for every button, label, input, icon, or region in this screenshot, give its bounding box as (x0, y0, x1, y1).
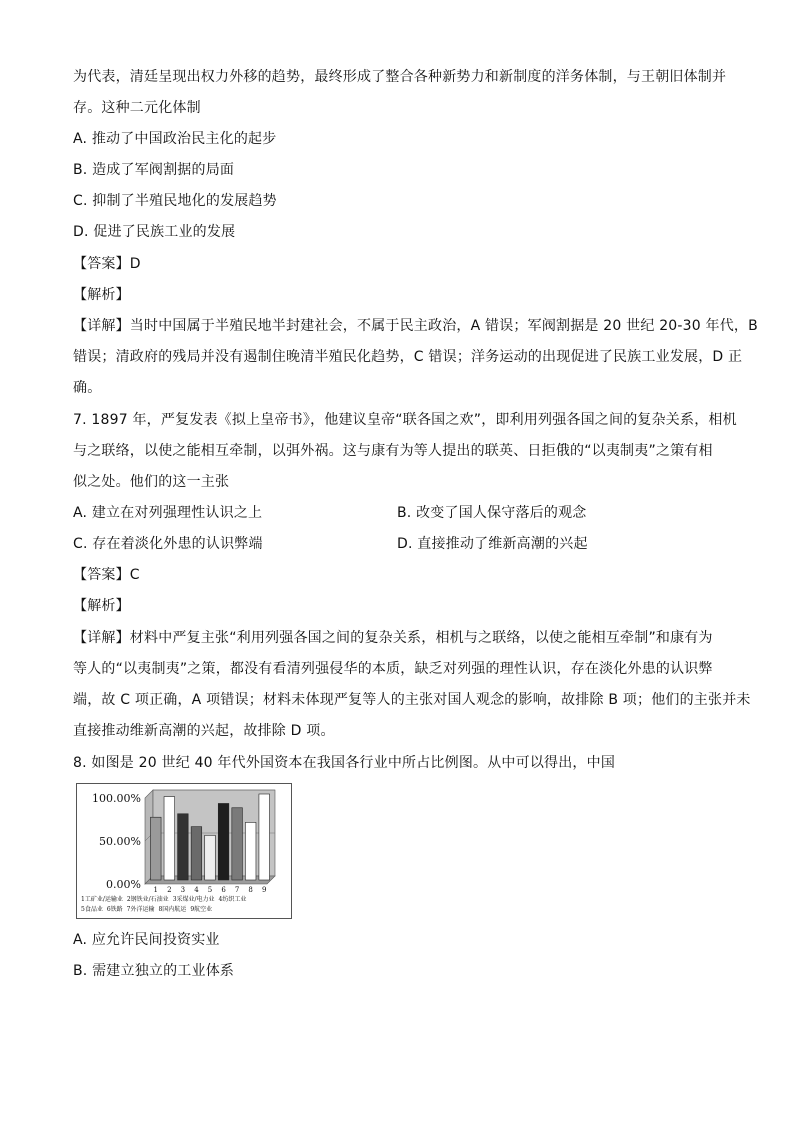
chart-y-tick-label: 50.00% (99, 835, 141, 848)
chart-bar (164, 797, 175, 880)
q7-detail-line-2: 等人的“以夷制夷”之策，都没有看清列强侵华的本质，缺乏对列强的理性认识，存在淡化外患的认识弊 (73, 661, 713, 677)
chart-legend-entry: 8国内航运 (158, 906, 187, 913)
q7-option-c: C. 存在着淡化外患的认识弊端 (73, 536, 263, 552)
q7-stem-line-2: 与之联络，以使之能相互牵制，以弭外祸。这与康有为等人提出的联英、日拒俄的“以夷制夷”之策有相 (73, 443, 713, 459)
chart-bar (150, 817, 161, 880)
chart-legend-entry: 6铁路 (106, 906, 123, 913)
chart-x-tick-label: 9 (261, 886, 267, 894)
q6-stem-line-2: 存。这种二元化体制 (73, 100, 201, 116)
q6-detail-line-3: 确。 (73, 380, 102, 396)
q8-option-b: B. 需建立独立的工业体系 (73, 963, 235, 979)
q6-detail-line-1: 【详解】当时中国属于半殖民地半封建社会，不属于民主政治，A 错误；军阀割据是 20 世纪 20-30 年代，B (73, 318, 758, 334)
q6-analysis-label: 【解析】 (73, 287, 130, 303)
foreign-capital-bar-chart (76, 783, 292, 919)
chart-legend-row-1 (81, 895, 287, 904)
q6-stem-line-1: 为代表，清廷呈现出权力外移的趋势，最终形成了整合各种新势力和新制度的洋务体制，与王朝旧体制并 (73, 69, 727, 85)
q6-option-c: C. 抑制了半殖民地化的发展趋势 (73, 193, 277, 209)
chart-bar (232, 808, 243, 880)
chart-y-tick-label: 0.00% (106, 878, 141, 891)
q7-stem-line-3: 似之处。他们的这一主张 (73, 474, 230, 490)
q6-option-d: D. 促进了民族工业的发展 (73, 224, 236, 240)
chart-legend-entry: 4纺织工业 (218, 896, 247, 903)
chart-legend-row-2 (81, 905, 287, 914)
q8-stem: 8. 如图是 20 世纪 40 年代外国资本在我国各行业中所占比例图。从中可以得出，中国 (73, 755, 616, 771)
q7-detail-line-4: 直接推动维新高潮的兴起，故排除 D 项。 (73, 723, 335, 739)
chart-legend-entry: 1工矿业/运输业 (81, 896, 123, 903)
q7-option-a: A. 建立在对列强理性认识之上 (73, 505, 263, 521)
q6-detail-line-2: 错误；清政府的残局并没有遏制住晚清半殖民化趋势，C 错误；洋务运动的出现促进了民族工业发展，D 正 (73, 349, 743, 365)
chart-plot-area (77, 784, 291, 896)
chart-x-tick-label: 7 (234, 886, 240, 894)
q7-detail-line-3: 端，故 C 项正确，A 项错误；材料未体现严复等人的主张对国人观念的影响，故排除 B 项；他们的主张并未 (73, 692, 751, 708)
chart-x-tick-label: 2 (167, 886, 172, 894)
q7-detail-line-1: 【详解】材料中严复主张“利用列强各国之间的复杂关系，相机与之联络，以使之能相互牵制”和康有为 (73, 630, 713, 646)
chart-bar (245, 822, 256, 880)
q7-analysis-label: 【解析】 (73, 598, 130, 614)
chart-x-tick-label: 3 (180, 886, 186, 894)
chart-bar (191, 827, 202, 880)
chart-bar (178, 814, 189, 880)
q6-option-a: A. 推动了中国政治民主化的起步 (73, 131, 277, 147)
q7-answer: 【答案】C (73, 567, 140, 583)
chart-x-tick-label: 8 (248, 886, 253, 894)
q6-answer: 【答案】D (73, 256, 141, 272)
chart-legend-entry: 2钢铁业/石油业 (126, 896, 169, 903)
chart-legend-entry: 5食品业 (81, 906, 103, 913)
chart-x-tick-label: 1 (153, 886, 159, 894)
chart-x-tick-label: 4 (194, 886, 199, 894)
chart-x-tick-label: 5 (207, 886, 213, 894)
chart-legend-entry: 9航空业 (190, 906, 213, 913)
q7-option-b: B. 改变了国人保守落后的观念 (397, 505, 587, 521)
chart-legend-entry: 3采煤业/电力业 (172, 896, 215, 903)
chart-bar (259, 794, 270, 880)
q6-option-b: B. 造成了军阀割据的局面 (73, 162, 235, 178)
chart-y-tick-label: 100.00% (92, 792, 141, 805)
q8-option-a: A. 应允许民间投资实业 (73, 932, 220, 948)
q7-option-d: D. 直接推动了维新高潮的兴起 (397, 536, 588, 552)
chart-bar (218, 803, 229, 880)
chart-x-tick-label: 6 (221, 886, 226, 894)
chart-legend-entry: 7外洋运输 (126, 906, 155, 913)
chart-bar (205, 835, 216, 880)
q7-stem-line-1: 7. 1897 年，严复发表《拟上皇帝书》，他建议皇帝“联各国之欢”，即利用列强各国之间的复杂关系，相机 (73, 412, 737, 428)
